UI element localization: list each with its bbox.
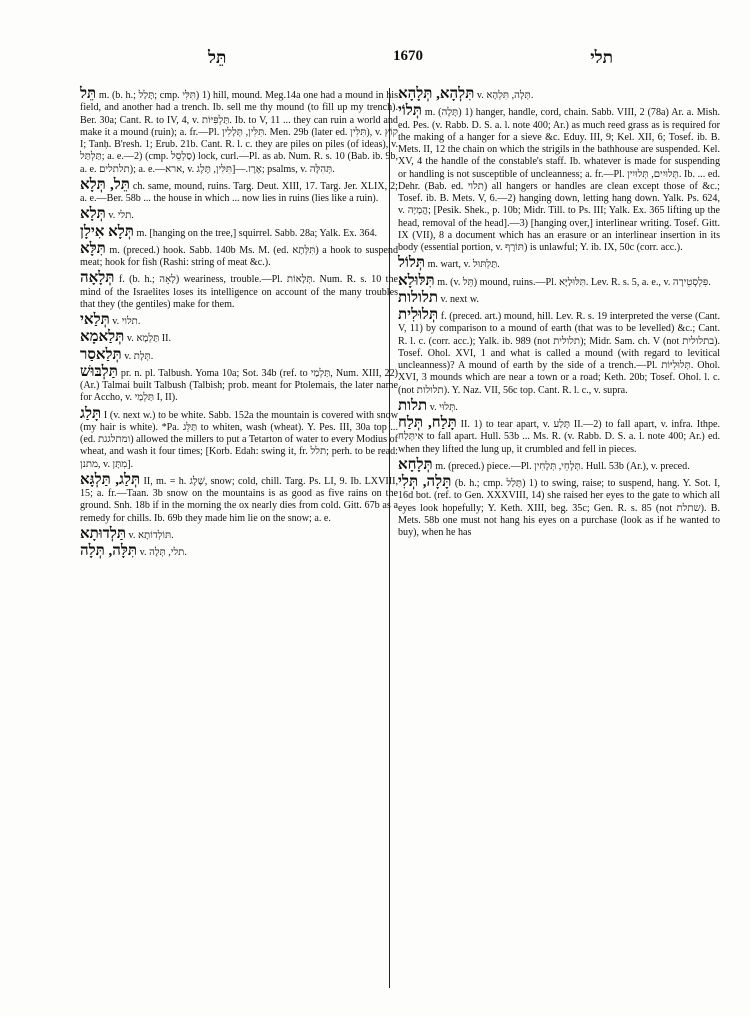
entry-text: v. תְּלוּי. <box>429 401 458 413</box>
right-column <box>398 88 720 542</box>
entry-text: f. (preced. art.) mound, hill. Lev. R. s. 19 interpreted the verse (Cant. V, 11) by comparison to a mound of earth (that was to be levelled) &c.; Cant. R. l. c. (corr. acc.); Yalk. ib. 989 (not תלולית); Midr. Sam. ch. V (not בתלולית). Tosef. Ohol. XVI, 1 and what is called a mound (with regard to levitical uncleanness)? A mound of earth by the side of a trench.—Pl. תְּלוּלִיּוֹת. Ohol. XVI, 3 mounds which are near a town or a road; Keth. 20b; Tosef. Ohol. l. c. (not תלולות). Y. Naz. VII, 56c top. Cant. R. l. c., v. supra. <box>398 311 720 396</box>
entry-headword: תלולות <box>398 289 439 306</box>
entry-headword: תֵּל, תְּלָא <box>80 176 130 193</box>
entry-text: I (v. next w.) to be white. Sabb. 152a the mountain is covered with snow (my hair is white). *Pa. תַּלֵּג to whiten, wash (wheat). Y. Pes. III, 30a top ... (ed. ומתלגגת) allowed the millers to put a Tetarton of water to every Modius of wheat, and wash it four times; [Korb. Edah: swing it, fr. תלל; perh. to be read: מתנן, v. מִתָּן]. <box>80 409 398 470</box>
entry-text: v. תלוי. <box>112 316 141 327</box>
entry-text: m. (preced.) hook. Sabb. 140b Ms. M. (ed. תִּלְּתָא) a hook to suspend meat; hook for fish (Rashi: string of meat &c.). <box>80 244 399 268</box>
dictionary-entry <box>80 272 398 311</box>
dictionary-entry <box>80 223 398 240</box>
entry-headword: תָּלַח, תְּלַח <box>398 415 457 431</box>
entry-headword: תְּלָא אִילָן <box>80 223 134 240</box>
entry-text: m. (preced.) piece.—Pl. תְּלָחֵי, תְּלָחִין. Hull. 53b (Ar.), v. preced. <box>435 460 690 472</box>
entry-headword: תְּלָא <box>80 206 106 223</box>
entry-headword: תְּלוֹי <box>398 103 422 120</box>
dictionary-entry <box>80 240 399 270</box>
entry-text: m. wart, v. תַּלְתּוּל. <box>427 259 500 271</box>
dictionary-entry <box>398 105 720 254</box>
entry-headword: תלות <box>398 397 428 414</box>
entry-text: v. next w. <box>440 293 480 305</box>
dictionary-entry <box>80 471 398 525</box>
dictionary-entry <box>80 405 398 471</box>
entry-text: f. (b. h.; לָאָה) weariness, trouble.—Pl. תְּלָאוֹת. Num. R. s. 10 the mind of the Israelites loses its intelligence on account of the many troubles that they (the gentiles) make for them. <box>80 274 399 310</box>
entry-headword: תִּלְהָא, תְּלָהָא <box>398 86 475 102</box>
dictionary-entry <box>398 88 720 102</box>
dictionary-entry <box>80 208 398 222</box>
entry-text: pr. n. pl. Talbush. Yoma 10a; Sot. 34b (ref. to תַּלְמַי, Num. XIII, 22) (Ar.) Talmai built Talbush (Talbish; prob. meant for Ptolemais, the later name for Accho, v. תַּלְמַי I, II). <box>80 367 398 404</box>
entry-headword: תִּלָּה, תְּלָה <box>80 543 138 559</box>
dictionary-entry <box>398 309 720 397</box>
entry-headword: תְּלַאסַר <box>80 346 122 363</box>
entry-text: m. [hanging on the tree,] squirrel. Sabb. 28a; Yalk. Ex. 364. <box>136 227 378 239</box>
page-number: 1670 <box>393 48 423 64</box>
dictionary-entry <box>80 331 398 345</box>
entry-text: m. (v. תֵּל) mound, ruins.—Pl. תִּלּוּלַיָּא. Lev. R. s. 5, a. e., v. פִּלְסְטֵירָה. <box>437 276 711 288</box>
entry-headword: תְּלַאי <box>80 312 110 328</box>
entry-text: v. תלי. <box>108 210 134 222</box>
dictionary-entry <box>80 545 398 559</box>
entry-text: II. 1) to tear apart, v. תָּלַע II.—2) to fall apart, v. infra. Ithpe. אִיתְּלַח to fall apart. Hull. 53b ... Ms. R. (v. Rabb. D. S. a. l. note 400; Ar.) ed. when they lifted the lung up, it crumbled and fell in pieces. <box>398 419 720 455</box>
entry-headword: תַּלְדוּתָא <box>80 525 126 542</box>
dictionary-entry <box>80 525 398 542</box>
entry-headword: תִּלָּא <box>80 240 106 257</box>
entry-headword: תְּלוֹל <box>398 255 426 272</box>
entry-text: m. (b. h.; תָּלַל; cmp. תִּלִּי) 1) hill, mound. Meg.14a one had a mound in his field, and another had a trench. Ib. sell me thy mound (to fill up my trench). Ber. 30a; Cant. R. to IV, 4, v. תַּלְפִּיּוֹת. Ib. to V, 11 ... they can ruin a world and make it a mound (ruin); a. fr.—Pl. תִּלִּין, תְּלָלִין. Men. 29b (later ed. תִּלִּין), v. קוֹץ I; Tanḥ. B'resh. 1; Erub. 21b. Cant. R. l. c. they are piles on piles (of ideas), v. תַּלְתַּל; a. e.—2) (cmp. סַלְסֵל) lock, curl.—Pl. as ab. Num. R. s. 10 (Bab. ib. 9b, a. e. תלתלים); a. e.—ארא, v. אֶרֶז.—[תִּלִּין, תֶּלֶג; psalms, v. תְּהִלָּה. <box>80 90 399 175</box>
dictionary-entry <box>80 176 398 206</box>
entry-headword: תְּלַג, תַּלְגָּא <box>80 471 141 488</box>
entry-headword: תְּלַאמָא <box>80 329 125 346</box>
dictionary-entry <box>398 456 720 473</box>
dictionary-entry <box>80 88 398 176</box>
left-column <box>80 88 398 562</box>
entry-headword: תִּלּוּלָא <box>398 272 435 289</box>
dictionary-entry <box>398 397 720 414</box>
entry-text: v. תלי, תְּלָה. <box>139 547 187 558</box>
entry-headword: תְּלוּלִית <box>398 307 439 323</box>
dictionary-entry <box>398 289 720 306</box>
dictionary-entry <box>398 257 720 271</box>
dictionary-entry <box>80 314 398 328</box>
entry-text: v. תַּלְמָא II. <box>126 333 172 345</box>
dictionary-entry <box>80 363 398 405</box>
entry-text: II, m. = h. שֶׁלֶג, snow; cold, chill. Targ. Ps. LI, 9. Ib. LXVIII, 15; a. fr.—Taan. 3b snow on the mountains is as good as five rains on the ground. Snh. 18b if in the morning the ox nearly dies from cold. Gitt. 67b as a remedy for chills. Ib. 69b they made him lie on the snow; a. e. <box>80 475 398 524</box>
dictionary-entry <box>398 272 720 289</box>
dictionary-entry <box>398 417 720 456</box>
right-running-head: תלי <box>590 48 613 67</box>
entry-headword: תְּלָחָא <box>398 456 433 473</box>
entry-headword: תַּלְבּוּשׁ <box>80 363 118 380</box>
entry-text: v. תְּלָה, תִּלְהָא. <box>476 90 534 101</box>
entry-text: ch. same, mound, ruins. Targ. Deut. XIII, 17. Targ. Jer. XLIX, 2; a. e.—Ber. 58b ... the house in which ... now lies in ruins (lies like a ruin). <box>80 180 398 204</box>
dictionary-entry <box>80 346 398 363</box>
entry-headword: תָּלָה, תְּלִי <box>398 474 452 490</box>
page-header <box>88 48 728 70</box>
entry-text: m. (תָּלָה) 1) hanger, handle, cord, chain. Sabb. VIII, 2 (78a) Ar. a. Mish. ed. Pes. (v. Rabb. D. S. a. l. note 400; Ar.) as much reed grass as is required for the making of a hanger for a sieve &c. Eduy. III, 9; Kel. XII, 6; Tosef. ib. B. Mets. II, 12 the chain on which the strigils in the bathhouse are suspended. Kel. XV, 4 the handle of the constable's staff. Ib. whatever is made for suspending or handling is not susceptible of uncleanness; a. fr.—Pl. תְּלוּיִים, תְּלוּיִין. Ib. ... ed. Dehr. (Bab. ed. תלוי) all hangers or handles are clean except those of &c.; Tosef. ib. B. Mets. V, 6.—2) hanging down, letting hang down. Yalk. Ps. 624, v. הֲמָיָה; [Pesik. Shek., p. 10b; Midr. Till. to Ps. III; Yalk. Ex. 365 lifting up the head, removal of the head].—3) [hanging over,] interlinear writing. Tosef. Gitt. IX (VII), 8 a document which has an erasure or an interlinear insertion in its body (essential portion, v. תּוֹרֶף) is unlawful; Y. ib. IX, 50c (corr. acc.). <box>398 107 720 253</box>
entry-text: v. תּוֹלְדוֹתָא. <box>128 529 174 541</box>
entry-headword: תְּלָאָה <box>80 270 115 287</box>
entry-headword: תֵּל <box>80 86 97 102</box>
left-running-head: תֵּל <box>208 48 227 67</box>
dictionary-entry <box>398 476 720 539</box>
entry-headword: תָּלַג <box>80 405 102 422</box>
entry-text: (b. h.; cmp. תָּלַל) 1) to swing, raise; to suspend, hang. Y. Sot. I, 16d bot. (ref. to Gen. XXXVIII, 14) she raised her eyes to the gate to which all eyes look hopefully; Y. Keth. XIII, beg. 35c; Gen. R. s. 85 (not שתלת). B. Mets. 58b one must not hang his eyes on a purchase (look as if he wanted to buy), when he has <box>398 478 721 538</box>
entry-text: v. תְּלָת. <box>124 350 154 362</box>
